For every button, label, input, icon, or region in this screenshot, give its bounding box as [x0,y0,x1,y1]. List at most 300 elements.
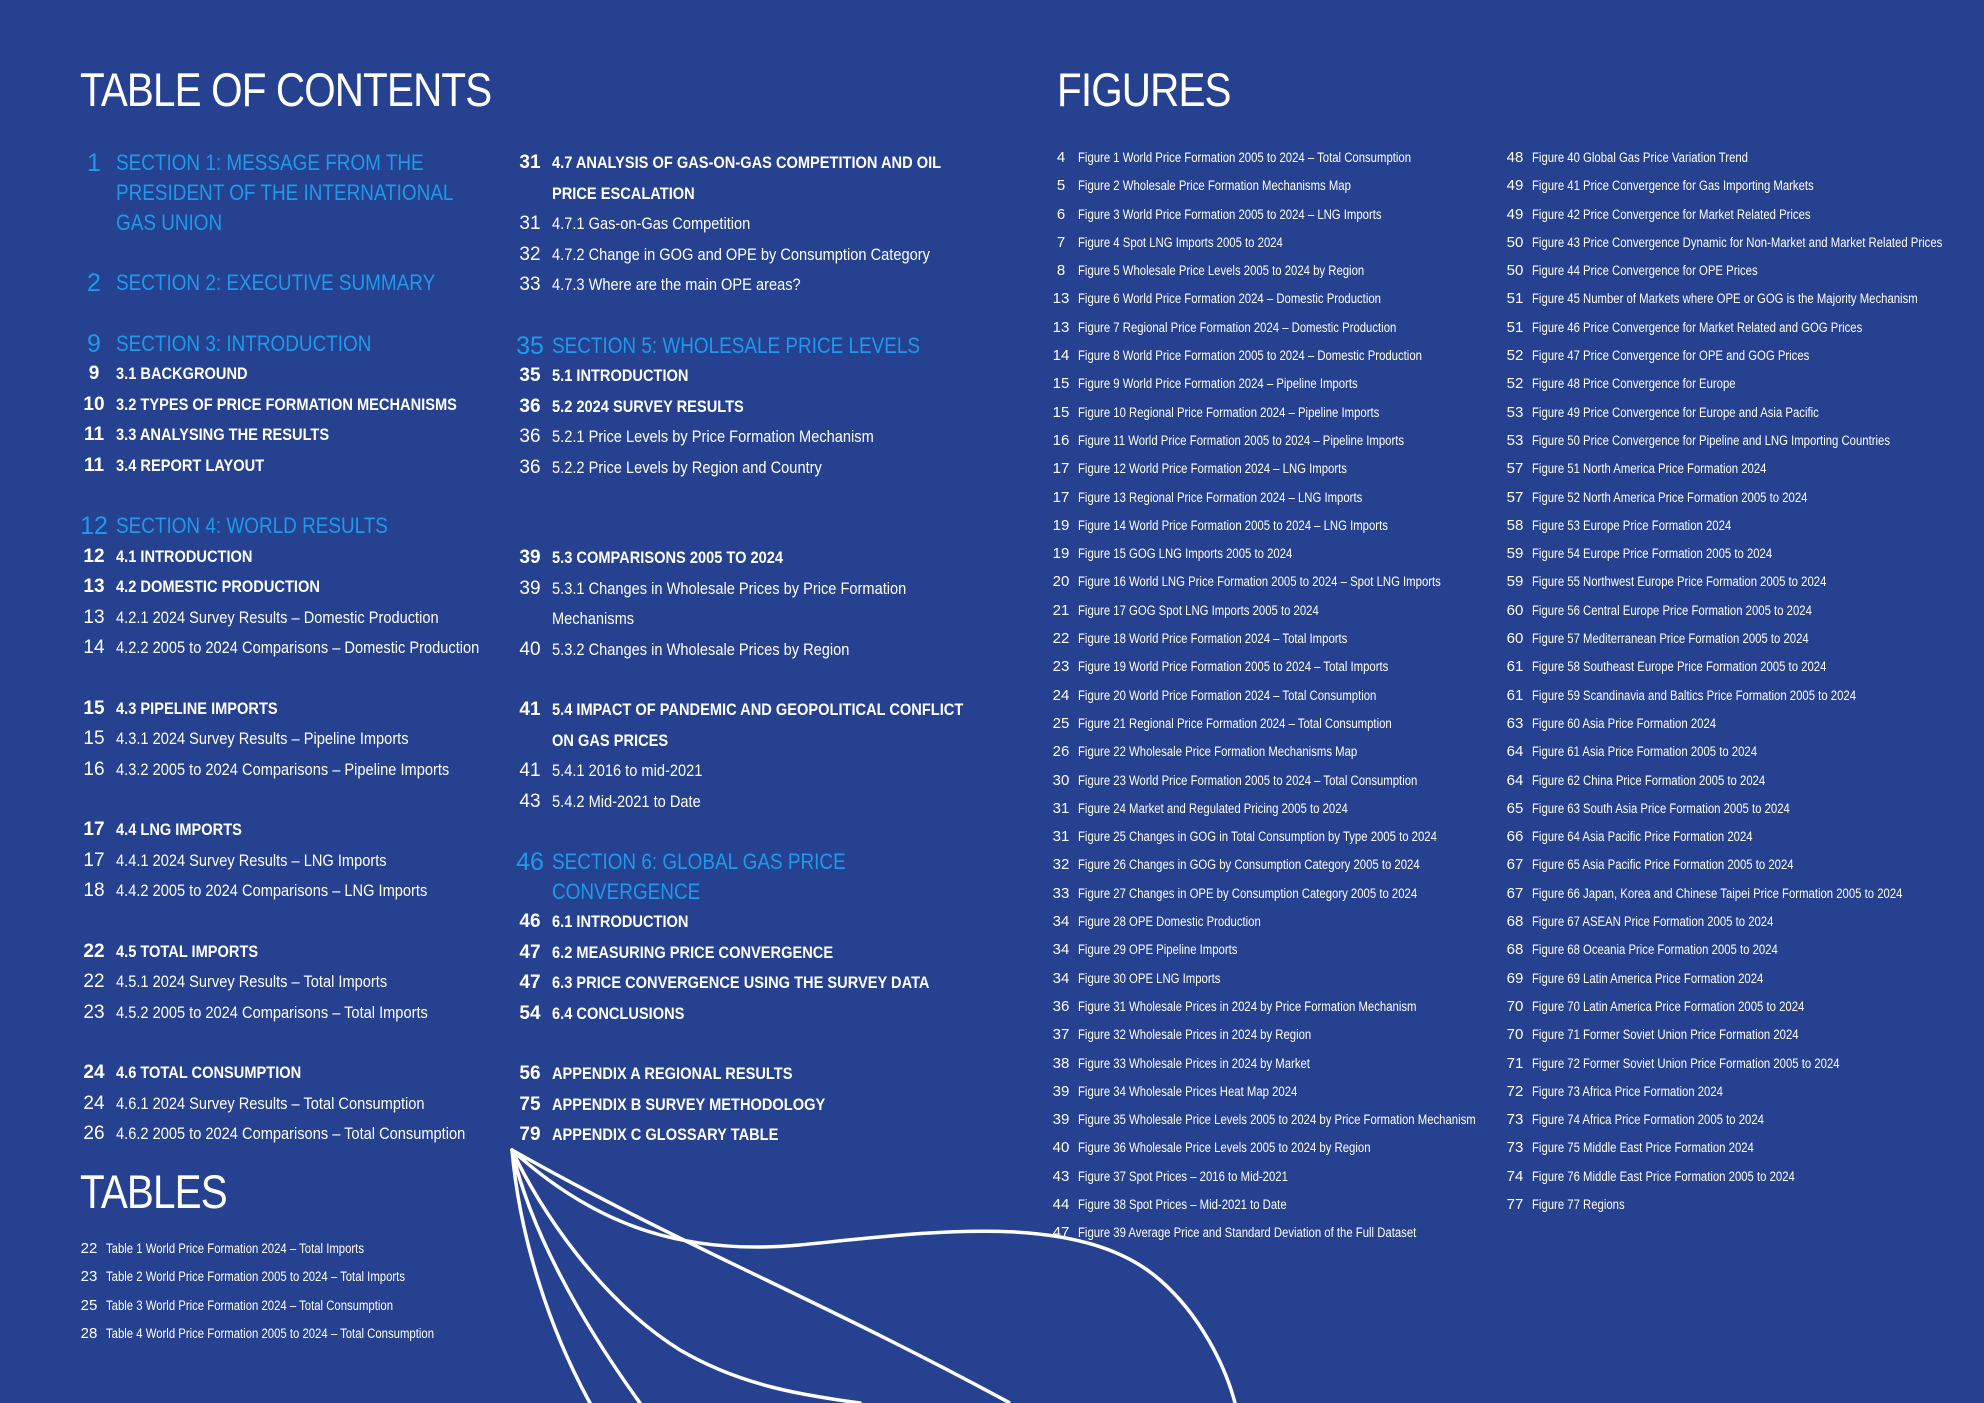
figure-page-number: 15 [1052,375,1070,393]
figure-title: Figure 8 World Price Formation 2005 to 2024 – Domestic Production [1078,348,1422,364]
figure-entry[interactable] [1044,1106,1494,1134]
figure-entry[interactable] [1498,1163,1978,1191]
spacer [72,299,492,329]
toc-page-number: 79 [519,1124,541,1145]
figure-entry[interactable] [1044,1050,1494,1078]
figure-page-number: 25 [1052,714,1070,732]
toc-entry-title: 4.7.1 Gas-on-Gas Competition [552,214,751,233]
toc-entry[interactable] [72,1089,492,1120]
toc-entry-title: 6.3 PRICE CONVERGENCE USING THE SURVEY DATA [552,973,930,992]
figure-page-number: 20 [1052,573,1070,591]
figure-entry[interactable] [1498,1191,1978,1219]
table-page-number: 28 [80,1324,98,1342]
figure-title: Figure 15 GOG LNG Imports 2005 to 2024 [1078,546,1293,562]
toc-entry-title: APPENDIX B SURVEY METHODOLOGY [552,1094,826,1114]
figure-entry[interactable] [1044,823,1494,851]
figure-title: Figure 4 Spot LNG Imports 2005 to 2024 [1078,234,1283,250]
figure-entry[interactable] [1044,172,1494,200]
figure-entry[interactable] [1044,568,1494,596]
figure-entry[interactable] [1498,767,1978,795]
figure-entry[interactable] [1498,455,1978,483]
toc-entry[interactable] [72,1119,492,1150]
figure-page-number: 31 [1052,799,1070,817]
toc-page-number: 40 [519,638,541,660]
figure-page-number: 61 [1506,686,1524,704]
figure-entry[interactable] [1498,1134,1978,1162]
figure-title: Figure 70 Latin America Price Formation 2005 to 2024 [1532,998,1805,1014]
toc-entry[interactable] [508,1120,968,1151]
figure-entry[interactable] [1498,342,1978,370]
toc-entry-title: 4.3.1 2024 Survey Results – Pipeline Imports [116,729,409,748]
figure-entry[interactable] [1044,1021,1494,1049]
figure-title: Figure 11 World Price Formation 2005 to 2024 – Pipeline Imports [1078,432,1405,448]
figure-entry[interactable] [1498,908,1978,936]
figure-page-number: 13 [1052,290,1070,308]
toc-entry[interactable] [72,967,492,998]
figures-title: FIGURES [1057,63,1231,116]
figure-page-number: 36 [1052,997,1070,1015]
figure-title: Figure 55 Northwest Europe Price Formation 2005 to 2024 [1532,574,1827,590]
figure-page-number: 58 [1506,516,1524,534]
toc-entry[interactable] [508,361,968,392]
figure-page-number: 32 [1052,856,1070,874]
toc-section-entry[interactable] [72,511,492,542]
figure-page-number: 63 [1506,714,1524,732]
figure-entry[interactable] [1044,710,1494,738]
toc-page-number: 23 [83,1001,105,1023]
figure-entry[interactable] [1498,229,1978,257]
figure-entry[interactable] [1498,568,1978,596]
toc-entry[interactable] [72,1058,492,1089]
figure-title: Figure 47 Price Convergence for OPE and GOG Prices [1532,348,1810,364]
figure-entry[interactable] [1498,172,1978,200]
figure-page-number: 61 [1506,658,1524,676]
toc-entry-title: SECTION 1: MESSAGE FROM THE PRESIDENT OF THE INTERNATIONAL GAS UNION [116,150,453,235]
toc-entry-title: 5.1 INTRODUCTION [552,366,689,385]
figure-page-number: 34 [1052,941,1070,959]
toc-page-number: 33 [519,274,541,295]
figure-page-number: 57 [1506,488,1524,506]
figure-title: Figure 31 Wholesale Prices in 2024 by Price Formation Mechanism [1078,998,1417,1014]
toc-entry-title: SECTION 4: WORLD RESULTS [116,513,388,538]
toc-entry[interactable] [72,359,492,390]
figure-page-number: 72 [1506,1082,1524,1100]
toc-entry-title: 4.4 LNG IMPORTS [116,820,242,839]
figure-title: Figure 67 ASEAN Price Formation 2005 to 2024 [1532,914,1774,930]
toc-entry[interactable] [508,907,968,938]
toc-entry[interactable] [508,453,968,484]
figure-entry[interactable] [1498,795,1978,823]
figure-entry[interactable] [1498,399,1978,427]
figure-entry[interactable] [1498,144,1978,172]
figure-entry[interactable] [1498,851,1978,879]
figure-page-number: 38 [1052,1054,1070,1072]
toc-entry[interactable] [72,572,492,603]
figure-entry[interactable] [1498,965,1978,993]
toc-entry[interactable] [508,240,968,271]
toc-entry-title: 6.1 INTRODUCTION [552,912,689,931]
figure-entry[interactable] [1044,314,1494,342]
toc-page-number: 22 [83,940,105,962]
figure-entry[interactable] [1044,370,1494,398]
figure-entry[interactable] [1044,851,1494,879]
toc-entry-title: 4.3 PIPELINE IMPORTS [116,698,278,718]
figure-title: Figure 60 Asia Price Formation 2024 [1532,715,1717,731]
toc-entry-title: 5.3.2 Changes in Wholesale Prices by Region [552,639,850,659]
figure-entry[interactable] [1044,1191,1494,1219]
figure-entry[interactable] [1044,484,1494,512]
toc-page-number: 46 [519,911,541,932]
figure-title: Figure 53 Europe Price Formation 2024 [1532,517,1732,533]
figure-title: Figure 76 Middle East Price Formation 2005 to 2024 [1532,1168,1795,1184]
figure-page-number: 51 [1506,318,1524,336]
table-entry[interactable] [72,1235,532,1263]
figure-page-number: 31 [1052,828,1070,846]
spacer [72,238,492,268]
toc-entry[interactable] [508,999,968,1030]
figure-page-number: 43 [1052,1167,1070,1185]
toc-entry[interactable] [72,633,492,664]
figure-entry[interactable] [1498,257,1978,285]
figure-entry[interactable] [1498,653,1978,681]
figure-title: Figure 5 Wholesale Price Levels 2005 to 2024 by Region [1078,263,1365,279]
figure-title: Figure 43 Price Convergence Dynamic for Non-Market and Market Related Prices [1532,234,1943,250]
toc-page-number: 11 [83,424,105,445]
toc-entry[interactable] [508,209,968,240]
figure-page-number: 69 [1506,969,1524,987]
figure-title: Figure 28 OPE Domestic Production [1078,914,1261,930]
figure-entry[interactable] [1044,399,1494,427]
toc-column-2 [508,148,968,1151]
figure-title: Figure 75 Middle East Price Formation 2024 [1532,1140,1754,1156]
figure-title: Figure 27 Changes in OPE by Consumption Category 2005 to 2024 [1078,885,1418,901]
toc-entry-title: 4.4.1 2024 Survey Results – LNG Imports [116,850,387,870]
toc-entry-title: 4.5.1 2024 Survey Results – Total Imports [116,972,388,991]
figure-title: Figure 57 Mediterranean Price Formation 2005 to 2024 [1532,631,1809,647]
figure-entry[interactable] [1044,965,1494,993]
toc-page-number: 39 [519,547,541,568]
toc-entry[interactable] [508,543,968,574]
figure-entry[interactable] [1044,1134,1494,1162]
toc-entry[interactable] [72,694,492,725]
figure-entry[interactable] [1498,427,1978,455]
toc-entry-title: SECTION 3: INTRODUCTION [116,330,372,356]
toc-page-number: 75 [519,1093,541,1115]
figure-title: Figure 69 Latin America Price Formation 2024 [1532,970,1764,986]
figure-page-number: 53 [1506,403,1524,421]
toc-page-number: 11 [83,454,105,476]
figure-page-number: 59 [1506,545,1524,563]
figure-title: Figure 56 Central Europe Price Formation 2005 to 2024 [1532,602,1812,618]
toc-entry-title: 5.2.2 Price Levels by Region and Country [552,457,822,477]
figure-page-number: 64 [1506,771,1524,789]
figure-title: Figure 38 Spot Prices – Mid-2021 to Date [1078,1196,1287,1212]
toc-entry-title: 3.1 BACKGROUND [116,364,248,383]
spacer [72,785,492,815]
figure-entry[interactable] [1044,653,1494,681]
figure-title: Figure 33 Wholesale Prices in 2024 by Market [1078,1055,1310,1071]
table-entry[interactable] [72,1263,532,1291]
figure-title: Figure 32 Wholesale Prices in 2024 by Region [1078,1027,1312,1043]
figure-title: Figure 16 World LNG Price Formation 2005 to 2024 – Spot LNG Imports [1078,574,1441,590]
figure-entry[interactable] [1044,993,1494,1021]
figure-title: Figure 22 Wholesale Price Formation Mechanisms Map [1078,744,1358,760]
figure-entry[interactable] [1044,767,1494,795]
figure-entry[interactable] [1044,201,1494,229]
figure-title: Figure 77 Regions [1532,1196,1625,1212]
figure-entry[interactable] [1044,625,1494,653]
toc-entry[interactable] [72,603,492,634]
toc-entry[interactable] [72,451,492,482]
toc-page-number: 13 [83,606,105,628]
toc-section-entry[interactable] [72,148,492,238]
toc-entry[interactable] [508,422,968,453]
toc-entry[interactable] [508,695,968,756]
toc-entry[interactable] [508,968,968,999]
toc-entry-title: 3.3 ANALYSING THE RESULTS [116,425,330,444]
figure-entry[interactable] [1498,880,1978,908]
figure-page-number: 21 [1052,601,1070,619]
figure-page-number: 53 [1506,431,1524,449]
toc-entry-title: 4.7.2 Change in GOG and OPE by Consumption Category [552,244,930,264]
figure-title: Figure 20 World Price Formation 2024 – Total Consumption [1078,687,1377,703]
figure-page-number: 57 [1506,460,1524,478]
toc-entry-title: 4.5 TOTAL IMPORTS [116,941,259,961]
figure-page-number: 39 [1052,1082,1070,1100]
figure-page-number: 33 [1052,884,1070,902]
figure-title: Figure 44 Price Convergence for OPE Prices [1532,263,1758,279]
toc-entry-title: 4.6.1 2024 Survey Results – Total Consumption [116,1093,425,1113]
figure-title: Figure 51 North America Price Formation 2024 [1532,461,1767,477]
tables-list [72,1235,532,1348]
toc-section-entry[interactable] [72,329,492,360]
toc-entry[interactable] [508,938,968,969]
figure-entry[interactable] [1044,1078,1494,1106]
figure-entry[interactable] [1498,1021,1978,1049]
toc-page-number: 31 [519,152,541,173]
figure-title: Figure 40 Global Gas Price Variation Trend [1532,150,1748,165]
figure-entry[interactable] [1498,597,1978,625]
figure-entry[interactable] [1498,738,1978,766]
toc-entry[interactable] [72,390,492,421]
figure-entry[interactable] [1044,597,1494,625]
figure-entry[interactable] [1498,936,1978,964]
toc-entry[interactable] [72,876,492,907]
toc-entry[interactable] [508,270,968,301]
toc-entry[interactable] [508,392,968,423]
figure-page-number: 26 [1052,743,1070,761]
figure-page-number: 73 [1506,1139,1524,1157]
toc-entry-title: 4.3.2 2005 to 2024 Comparisons – Pipeline Imports [116,759,450,779]
figure-entry[interactable] [1498,710,1978,738]
toc-entry-title: 5.4 IMPACT OF PANDEMIC AND GEOPOLITICAL CONFLICT ON GAS PRICES [552,700,964,750]
toc-entry[interactable] [72,420,492,451]
toc-entry[interactable] [72,846,492,877]
figure-page-number: 51 [1506,290,1524,308]
figure-page-number: 15 [1052,403,1070,421]
figure-page-number: 74 [1506,1167,1524,1185]
figure-entry[interactable] [1044,1163,1494,1191]
toc-entry[interactable] [72,755,492,786]
spacer [508,301,968,331]
table-page-number: 25 [80,1296,98,1314]
toc-page-number: 9 [87,329,101,358]
figure-page-number: 13 [1052,318,1070,336]
figure-title: Figure 7 Regional Price Formation 2024 – Domestic Production [1078,319,1397,335]
figure-page-number: 34 [1052,969,1070,987]
figure-entry[interactable] [1498,1078,1978,1106]
figure-entry[interactable] [1044,795,1494,823]
figure-page-number: 52 [1506,375,1524,393]
figure-page-number: 49 [1506,177,1524,195]
figure-title: Figure 66 Japan, Korea and Chinese Taipei Price Formation 2005 to 2024 [1532,885,1903,901]
figure-title: Figure 3 World Price Formation 2005 to 2024 – LNG Imports [1078,206,1382,222]
toc-entry[interactable] [508,756,968,787]
toc-page-number: 12 [80,512,108,540]
toc-page-number: 24 [83,1092,105,1114]
figure-page-number: 60 [1506,601,1524,619]
toc-page-number: 26 [83,1123,105,1144]
figure-title: Figure 10 Regional Price Formation 2024 – Pipeline Imports [1078,404,1380,420]
toc-entry-title: 5.4.2 Mid-2021 to Date [552,791,701,811]
figure-entry[interactable] [1498,285,1978,313]
figure-page-number: 64 [1506,743,1524,761]
figure-page-number: 5 [1056,177,1066,195]
figure-entry[interactable] [1044,512,1494,540]
toc-entry[interactable] [508,635,968,666]
figure-page-number: 70 [1506,1026,1524,1044]
toc-page-number: 17 [83,849,105,871]
toc-section-entry[interactable] [508,331,968,362]
figure-title: Figure 73 Africa Price Formation 2024 [1532,1083,1723,1099]
figure-page-number: 59 [1506,573,1524,591]
toc-entry-title: SECTION 6: GLOBAL GAS PRICE CONVERGENCE [552,849,846,904]
table-title: Table 2 World Price Formation 2005 to 2024 – Total Imports [106,1269,405,1285]
figure-page-number: 14 [1052,347,1070,365]
toc-entry[interactable] [72,724,492,755]
toc-entry-title: 4.6.2 2005 to 2024 Comparisons – Total Consumption [116,1124,466,1143]
toc-title: TABLE OF CONTENTS [80,63,492,116]
figure-entry[interactable] [1044,1219,1494,1247]
toc-page-number: 14 [83,637,105,658]
figure-entry[interactable] [1498,993,1978,1021]
toc-page-number: 39 [519,577,541,599]
figure-title: Figure 58 Southeast Europe Price Formation 2005 to 2024 [1532,659,1827,675]
toc-page-number: 17 [83,819,105,840]
toc-page-number: 56 [519,1063,541,1084]
figure-title: Figure 23 World Price Formation 2005 to 2024 – Total Consumption [1078,772,1418,788]
toc-entry[interactable] [72,937,492,968]
figure-title: Figure 42 Price Convergence for Market Related Prices [1532,206,1811,222]
figure-title: Figure 61 Asia Price Formation 2005 to 2024 [1532,744,1758,760]
toc-entry[interactable] [508,1059,968,1090]
figure-entry[interactable] [1498,201,1978,229]
table-entry[interactable] [72,1292,532,1320]
figure-entry[interactable] [1044,427,1494,455]
figure-page-number: 68 [1506,913,1524,931]
toc-page-number: 31 [519,213,541,234]
toc-page-number: 10 [83,393,105,415]
figure-entry[interactable] [1498,370,1978,398]
toc-entry[interactable] [72,542,492,573]
figure-title: Figure 72 Former Soviet Union Price Formation 2005 to 2024 [1532,1055,1840,1071]
toc-entry-title: 4.6 TOTAL CONSUMPTION [116,1063,302,1082]
table-title: Table 1 World Price Formation 2024 – Total Imports [106,1241,365,1256]
figure-page-number: 65 [1506,799,1524,817]
figure-title: Figure 21 Regional Price Formation 2024 – Total Consumption [1078,715,1392,731]
figure-title: Figure 54 Europe Price Formation 2005 to 2024 [1532,546,1773,562]
toc-entry[interactable] [72,998,492,1029]
figure-entry[interactable] [1044,285,1494,313]
figure-entry[interactable] [1044,908,1494,936]
figure-entry[interactable] [1044,455,1494,483]
figure-entry[interactable] [1498,1050,1978,1078]
figure-entry[interactable] [1044,936,1494,964]
toc-page-number: 54 [519,1002,541,1024]
figure-title: Figure 59 Scandinavia and Baltics Price Formation 2005 to 2024 [1532,687,1857,703]
toc-section-entry[interactable] [508,847,968,907]
toc-section-entry[interactable] [72,268,492,299]
toc-entry-title: APPENDIX A REGIONAL RESULTS [552,1064,793,1083]
figure-page-number: 17 [1052,460,1070,478]
toc-entry-title: 4.1 INTRODUCTION [116,546,253,566]
figure-entry[interactable] [1044,144,1494,172]
figure-page-number: 47 [1052,1224,1070,1242]
figure-entry[interactable] [1498,484,1978,512]
toc-entry-title: 4.7 ANALYSIS OF GAS-ON-GAS COMPETITION AND OIL PRICE ESCALATION [552,153,941,203]
toc-entry[interactable] [508,787,968,818]
figure-entry[interactable] [1498,540,1978,568]
figure-title: Figure 62 China Price Formation 2005 to 2024 [1532,772,1766,788]
spacer [508,665,968,695]
toc-entry-title: SECTION 2: EXECUTIVE SUMMARY [116,270,436,295]
toc-entry[interactable] [72,815,492,846]
figure-page-number: 22 [1052,630,1070,648]
figure-title: Figure 30 OPE LNG Imports [1078,970,1221,986]
figure-title: Figure 18 World Price Formation 2024 – Total Imports [1078,631,1348,647]
figure-entry[interactable] [1498,625,1978,653]
figure-entry[interactable] [1044,540,1494,568]
toc-entry[interactable] [508,1090,968,1121]
toc-page-number: 2 [87,269,101,297]
figure-entry[interactable] [1044,738,1494,766]
figure-page-number: 19 [1052,516,1070,534]
figure-page-number: 49 [1506,205,1524,223]
figure-entry[interactable] [1498,823,1978,851]
figure-page-number: 24 [1052,686,1070,704]
figure-entry[interactable] [1044,880,1494,908]
figure-entry[interactable] [1044,257,1494,285]
toc-page-number: 47 [519,972,541,993]
table-entry[interactable] [72,1320,532,1348]
figure-entry[interactable] [1498,1106,1978,1134]
figure-entry[interactable] [1498,512,1978,540]
figure-title: Figure 65 Asia Pacific Price Formation 2005 to 2024 [1532,857,1794,873]
figure-entry[interactable] [1044,229,1494,257]
toc-entry[interactable] [508,574,968,635]
toc-entry[interactable] [508,148,968,209]
figure-entry[interactable] [1044,682,1494,710]
figure-entry[interactable] [1498,682,1978,710]
figure-entry[interactable] [1044,342,1494,370]
figure-page-number: 67 [1506,884,1524,902]
figure-page-number: 23 [1052,658,1070,676]
figure-title: Figure 13 Regional Price Formation 2024 – LNG Imports [1078,489,1363,505]
figures-column-2 [1498,144,1978,1219]
figure-entry[interactable] [1498,314,1978,342]
figure-page-number: 71 [1506,1054,1524,1072]
toc-entry-title: 5.2 2024 SURVEY RESULTS [552,396,744,416]
